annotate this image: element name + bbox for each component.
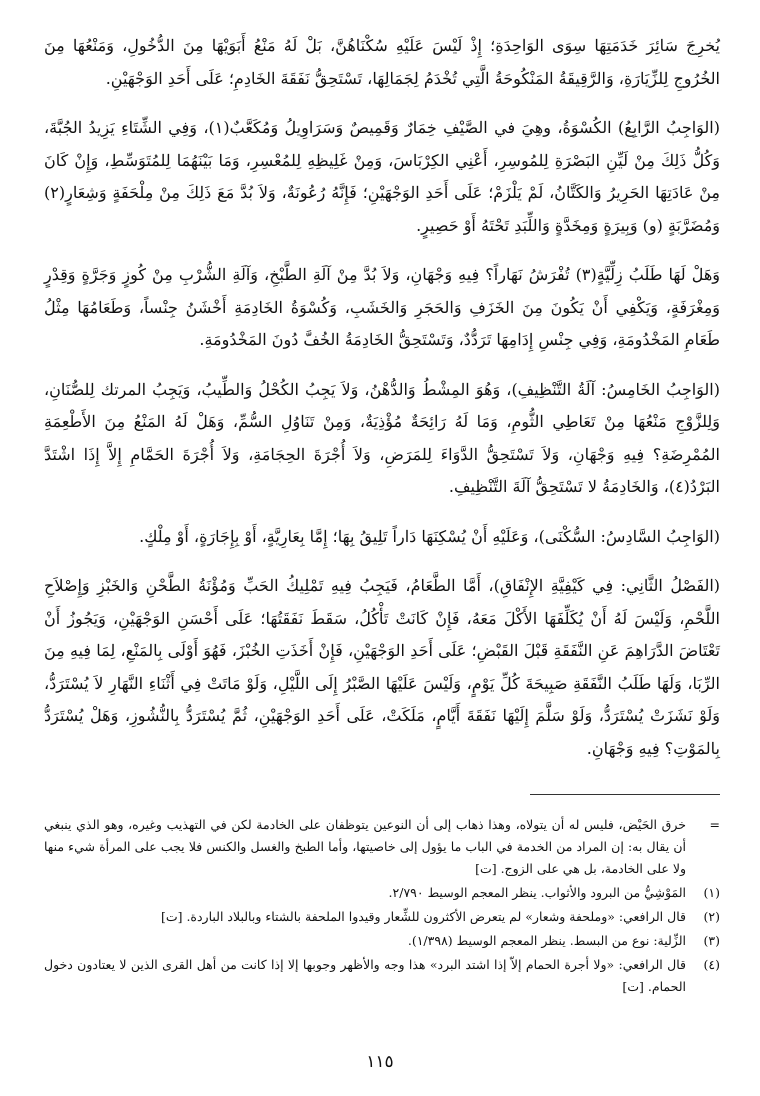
paragraph-6: (الفَصْلُ الثَّانِي: فِي كَيْفِيَّةِ الإِنْفَاقِ)، أَمَّا الطَّعَامُ، فَيَجِبُ فِيهِ تَمْلِيكُ الحَبِّ وَمُؤْنَةُ الطَّحْنِ وَالخَبْزِ وَإِصْلاَحِ اللَّحْمِ، وَلَيْسَ لَهُ أَنْ يُكَلِّفَهَا الأَكْلَ مَعَهُ، فَإِنْ كَانَتْ تَأْكُلُ، سَقَطَ نَفَقَتُهَا؛ عَلَى أَحْسَنِ الوَجْهَيْنِ، وَيَجُوزُ أَنْ تَعْتَاضَ الدَّرَاهِمَ عَنِ النَّفَقَةِ قَبْلَ القَبْضِ؛ عَلَى أَحَدِ الوَجْهَيْنِ، فَإِنْ أَخَذَتِ الخُبْزَ، فَهُوَ أَوْلَى بِالمَنْعِ، لِمَا فِيهِ مِنَ الرِّبَا، وَلَهَا طَلَبُ النَّفَقَةِ صَبِيحَةَ كُلِّ يَوْمٍ، وَلَيْسَ عَلَيْهَا الصَّبْرُ إِلَى اللَّيْلِ، وَلَوْ مَاتَتْ فِي أَثْنَاءِ النَّهَارِ لاَ يُسْتَرَدُّ، وَلَوْ نَشَزَتْ يُسْتَرَدُّ، وَلَوْ سَلَّمَ إِلَيْهَا نَفَقَةَ أَيَّامٍ، مَلَكَتْ، عَلَى أَحَدِ الوَجْهَيْنِ، ثُمَّ يُسْتَرَدُّ بِالنُّشُوزِ، وَهَلْ يُسْتَرَدُّ بِالمَوْتِ؟ فِيهِ وَجْهَانِ. (44, 576, 720, 758)
paragraph-4: (الوَاجِبُ الخَامِسُ: آلَةُ التَّنْظِيفِ)، وَهُوَ المِشْطُ وَالدُّهْنُ، وَلاَ يَجِبُ الكُحْلُ وَالطِّيبُ، وَيَجِبُ المرتك لِلصُّنَانِ، وَلِلزَّوْجِ مَنْعُهَا مِنْ تَعَاطِي الثُّومِ، وَمَا لَهُ رَائِحَةٌ مُؤْذِيَةٌ، وَمِنْ تَنَاوُلِ السُّمِّ، وَهَلْ لَهُ المَنْعُ مِنَ الأَطْعِمَةِ المُمْرِضَةِ؟ فِيهِ وَجْهَانِ، وَلاَ تَسْتَحِقُّ الدَّوَاءَ لِلمَرَضِ، وَلاَ أُجْرَةَ الحِجَامَةِ، وَلاَ أُجْرَةَ الحَمَّامِ إِلاَّ إِذَا اشْتَدَّ البَرْدُ(٤)، وَالخَادِمَةُ لا تَسْتَحِقُّ آلَةَ التَّنْظِيفِ. (44, 379, 721, 496)
footnote-continuation (44, 814, 720, 880)
footnote-marker: (٤) (703, 957, 720, 972)
paragraph-5: (الوَاجِبُ السَّادِسُ: السُّكْنَى)، وَعَلَيْهِ أَنْ يُسْكِنَهَا دَاراً تَلِيقُ بِهَا؛ إِمَّا بِعَارِيَّةٍ، أَوْ بِإِجَارَةٍ، أَوْ مِلْكٍ. (139, 526, 720, 546)
footnote-marker: (١) (703, 885, 720, 900)
footnote-divider (530, 794, 720, 795)
main-text (44, 30, 720, 782)
footnote-4 (44, 954, 720, 998)
footnotes (44, 814, 720, 1000)
footnote-text: قال الرافعي: «وملحفة وشعار» لم يتعرض الأكثرون للشِّعار وقيدوا الملحفة بالشتاء وبالبلاد الباردة. [ت] (160, 909, 686, 924)
footnote-2 (44, 906, 720, 928)
paragraph-1: يُخرِجَ سَائِرَ خَدَمَتِهَا سِوَى الوَاحِدَةِ؛ إِذْ لَيْسَ عَلَيْهِ سُكْنَاهُنَّ، بَلْ لَهُ مَنْعُ أَبَوَيْهَا مِنَ الدُّخُولِ، وَمَنْعُهَا مِنَ الخُرُوجِ لِلزِّيَارَةِ، وَالرَّقِيقَةُ المَنْكُوحَةُ الَّتِي تُخْدَمُ لِجَمَالِهَا، تَسْتَحِقُّ نَفَقَةَ الخَادِمِ؛ عَلَى أَحَدِ الوَجْهَيْنِ. (44, 36, 720, 88)
footnote-marker: (٣) (703, 933, 720, 948)
footnote-marker: (٢) (703, 909, 720, 924)
footnote-text: قال الرافعي: «ولا أجرة الحمام إلاّ إذا اشتد البرد» هذا وجه والأظهر وجوبها إلا إذا كانت من أهل القرى الذين لا يعتادون دخول الحمام. [ت] (44, 957, 686, 994)
footnote-text: الزِّلية: نوع من البسط. ينظر المعجم الوسيط (١/٣٩٨). (407, 933, 686, 948)
footnote-3 (44, 930, 720, 952)
paragraph-2: (الوَاجِبُ الرَّابِعُ) الكُسْوَةُ، وهِيَ في الصَّيْفِ خِمَارٌ وَقَمِيصٌ وَسَرَاوِيلُ وَمُكَعَّبٌ(١)، وَفِي الشِّتَاءِ يَزِيدُ الجُبَّةَ، وَكُلُّ ذَلِكَ مِنْ لَيِّنِ البَصْرَةِ لِلمُوسِرِ، أَعْنِي الكِرْبَاسَ، وَمِنْ غَلِيظِهِ لِلمُعْسِرِ، وَمَا بَيْنَهُمَا لِلمُتَوَسِّطِ، وَإِنْ كَانَ مِنْ عَادَتِهَا الحَرِيرُ وَالكَتَّانُ، لَمْ يَلْزَمْ؛ عَلَى أَحَدِ الوَجْهَيْنِ؛ فَإِنَّهُ رُعُونَةٌ، وَلاَ بُدَّ مَعَ ذَلِكَ مِنْ مِلْحَفَةٍ وَشِعَارٍ(٢) وَمُضَرَّبَةٍ (و) وَبِيرَةٍ وَمِخَدَّةٍ وَاللِّبَدِ تَحْتَهُ أَوْ حَصِيرٍ. (44, 118, 720, 235)
footnote-text: المَوْشِيُّ من البرود والأثواب. ينظر المعجم الوسيط ٢/٧٩٠. (388, 885, 686, 900)
paragraph-3: وَهَلْ لَهَا طَلَبُ زِلِّيَّةٍ(٣) تُفْرَشُ نَهَاراً؟ فِيهِ وَجْهَانِ، وَلاَ بُدَّ مِنْ آلَةِ الطَّبْخِ، وَآلَةِ الشُّرْبِ مِنْ كُوزٍ وَجَرَّةٍ وَقِدْرٍ وَمِغْرَفَةٍ، وَيَكْفِي أَنْ يَكُونَ مِنَ الخَزَفِ وَالحَجَرِ وَالخَشَبِ، وَكُسْوَةُ الخَادِمَةِ أَخْشَنُ جِنْساً، وَطَعَامُهَا مِثْلُ طَعَامِ المَخْدُومَةِ، وَفِي جِنْسِ إِدَامِهَا تَرَدُّدٌ، وَتَسْتَحِقُّ الخَادِمَةُ الخُفَّ دُونَ المَخْدُومَةِ. (44, 265, 721, 349)
footnote-text: خرق الحَيْض، فليس له أن يتولاه، وهذا ذهاب إلى أن النوعين يتوظفان على الخادمة لكن في التهذيب وغيره، وهو الذي ينبغي أن يقال به: إن المراد من الخدمة في الباب ما يؤول إلى خاصيتها، وأما الطبخ والغسل والكنس فلا يجب على المرأة شيء منها ولا على الخادمة، بل هي على الزوج. [ت] (44, 817, 686, 876)
page-number: ١١٥ (366, 1052, 394, 1072)
footnote-marker: = (709, 817, 720, 832)
footnote-1 (44, 882, 720, 904)
